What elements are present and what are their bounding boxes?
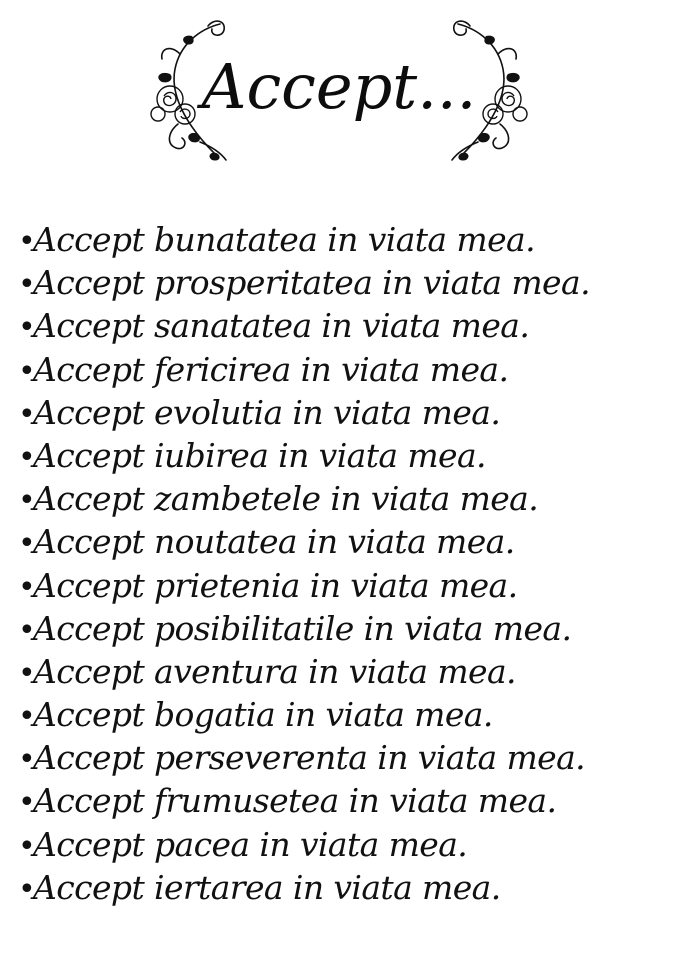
affirmation-text: Accept frumusetea in viata mea. bbox=[33, 781, 557, 821]
list-item bbox=[18, 391, 590, 434]
list-item bbox=[18, 520, 590, 563]
affirmation-list bbox=[18, 218, 590, 909]
list-item bbox=[18, 564, 590, 607]
bullet-icon: • bbox=[18, 483, 36, 519]
list-item bbox=[18, 477, 590, 520]
affirmation-text: Accept iubirea in viata mea. bbox=[33, 435, 486, 475]
bullet-icon: • bbox=[18, 785, 36, 821]
bullet-icon: • bbox=[18, 871, 36, 907]
list-item bbox=[18, 866, 590, 909]
affirmation-text: Accept sanatatea in viata mea. bbox=[33, 306, 530, 346]
list-item bbox=[18, 261, 590, 304]
document-header bbox=[0, 0, 678, 175]
list-item bbox=[18, 693, 590, 736]
list-item bbox=[18, 304, 590, 347]
bullet-icon: • bbox=[18, 439, 36, 475]
list-item bbox=[18, 348, 590, 391]
affirmation-text: Accept prietenia in viata mea. bbox=[33, 565, 518, 605]
list-item bbox=[18, 218, 590, 261]
affirmation-text: Accept bunatatea in viata mea. bbox=[33, 220, 535, 259]
page-title: Accept... bbox=[201, 50, 477, 123]
affirmation-text: Accept prosperitatea in viata mea. bbox=[33, 263, 590, 303]
bullet-icon: • bbox=[18, 224, 36, 259]
affirmation-text: Accept zambetele in viata mea. bbox=[33, 479, 539, 519]
bullet-icon: • bbox=[18, 396, 36, 432]
affirmation-text: Accept posibilitatile in viata mea. bbox=[33, 608, 572, 648]
affirmation-text: Accept iertarea in viata mea. bbox=[33, 867, 501, 907]
list-item bbox=[18, 779, 590, 822]
list-item bbox=[18, 736, 590, 779]
affirmation-text: Accept fericirea in viata mea. bbox=[33, 349, 509, 389]
bullet-icon: • bbox=[18, 612, 36, 648]
bullet-icon: • bbox=[18, 353, 36, 389]
affirmation-text: Accept evolutia in viata mea. bbox=[33, 392, 501, 432]
bullet-icon: • bbox=[18, 267, 36, 303]
list-item bbox=[18, 650, 590, 693]
list-item bbox=[18, 434, 590, 477]
affirmation-text: Accept perseverenta in viata mea. bbox=[33, 738, 586, 778]
rose-flourish-icon bbox=[438, 14, 538, 166]
bullet-icon: • bbox=[18, 828, 36, 864]
bullet-icon: • bbox=[18, 569, 36, 605]
bullet-icon: • bbox=[18, 699, 36, 735]
affirmation-text: Accept aventura in viata mea. bbox=[33, 651, 516, 691]
list-item bbox=[18, 607, 590, 650]
affirmation-text: Accept bogatia in viata mea. bbox=[33, 695, 493, 735]
affirmation-text: Accept noutatea in viata mea. bbox=[33, 522, 515, 562]
bullet-icon: • bbox=[18, 655, 36, 691]
bullet-icon: • bbox=[18, 310, 36, 346]
bullet-icon: • bbox=[18, 526, 36, 562]
bullet-icon: • bbox=[18, 742, 36, 778]
list-item bbox=[18, 823, 590, 866]
affirmation-text: Accept pacea in viata mea. bbox=[33, 824, 468, 864]
